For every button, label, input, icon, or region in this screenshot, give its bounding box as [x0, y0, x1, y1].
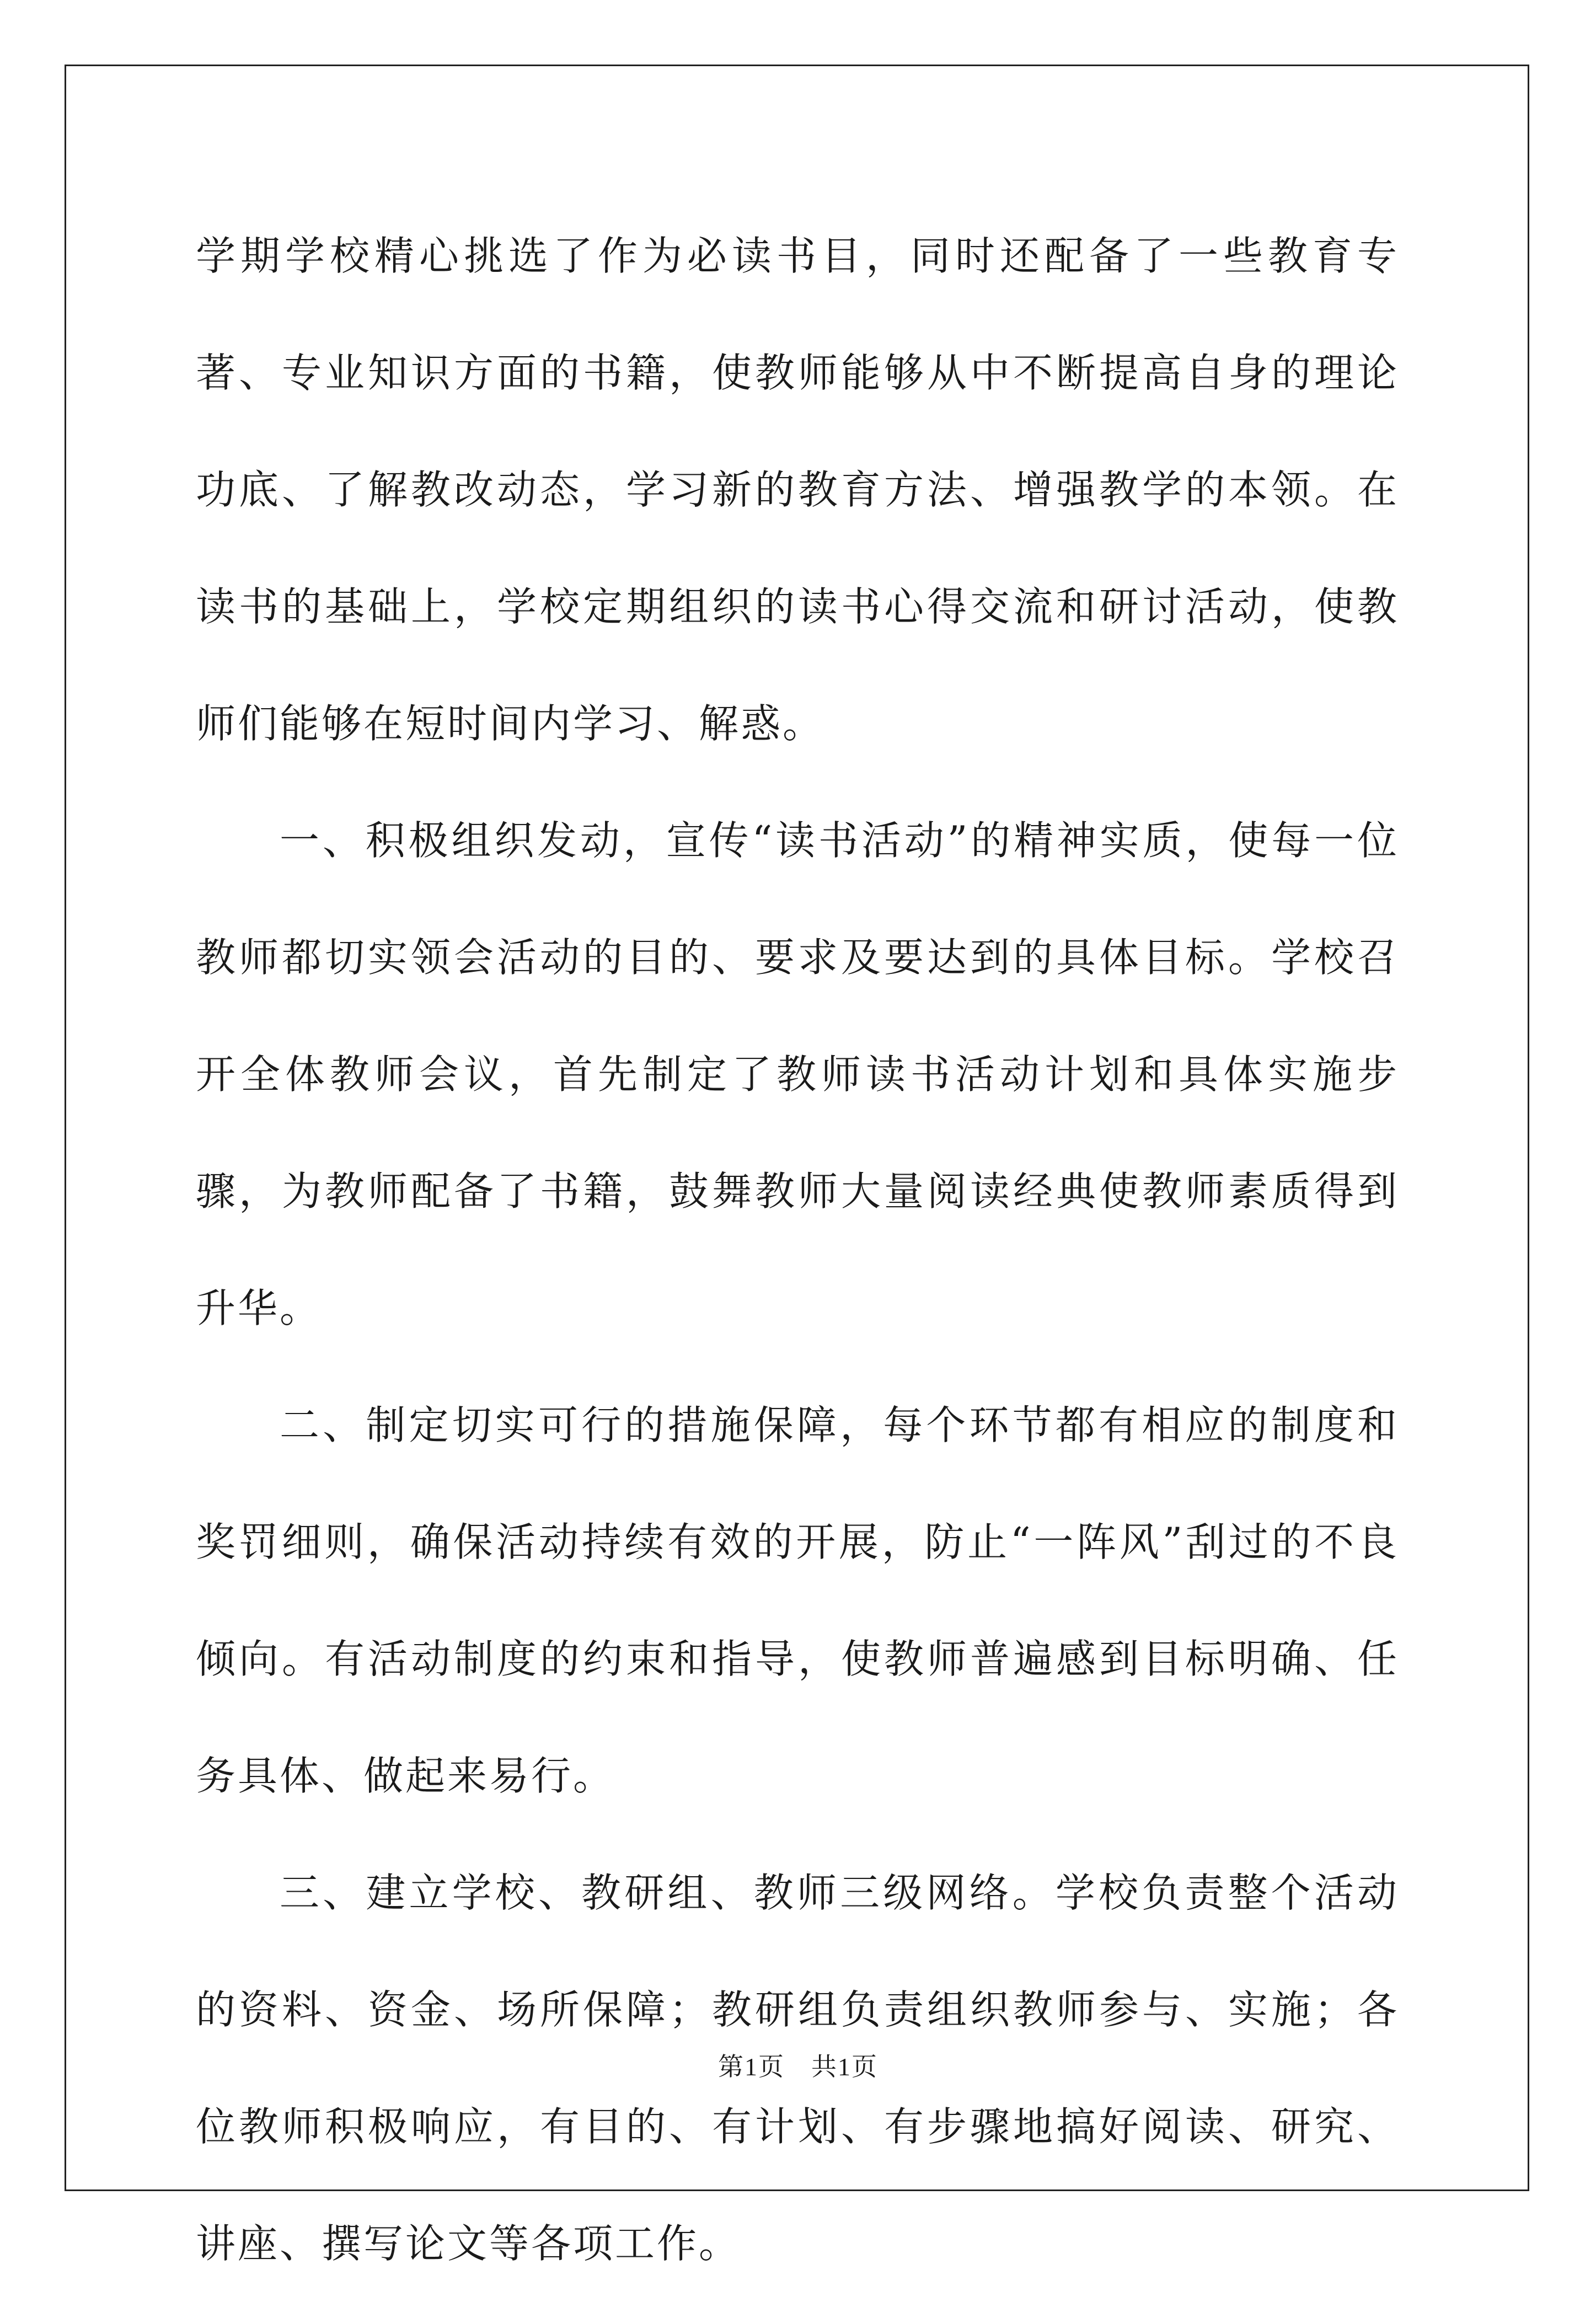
page-number-footer: 第1页 共1页 — [718, 2053, 878, 2081]
paragraph-intro: 学期学校精心挑选了作为必读书目，同时还配备了一些教育专著、专业知识方面的书籍，使教师能够从中不断提高自身的理论功底、了解教改动态，学习新的教育方法、增强教学的本领。在读书的基础上，学校定期组织的读书心得交流和研讨活动，使教师们能够在短时间内学习、解惑。 — [196, 233, 1399, 747]
paragraph-section-two: 二、制定切实可行的措施保障，每个环节都有相应的制度和奖罚细则，确保活动持续有效的开展，防止“一阵风”刮过的不良倾向。有活动制度的约束和指导，使教师普遍感到目标明确、任务具体、做起来易行。 — [196, 1402, 1399, 1799]
document-body — [196, 197, 1399, 2302]
paragraph-section-one: 一、积极组织发动，宣传“读书活动”的精神实质，使每一位教师都切实领会活动的目的、要求及要达到的具体目标。学校召开全体教师会议，首先制定了教师读书活动计划和具体实施步骤，为教师配备了书籍，鼓舞教师大量阅读经典使教师素质得到升华。 — [196, 817, 1399, 1331]
paragraph-section-three: 三、建立学校、教研组、教师三级网络。学校负责整个活动的资料、资金、场所保障；教研组负责组织教师参与、实施；各位教师积极响应，有目的、有计划、有步骤地搞好阅读、研究、讲座、撰写论文等各项工作。 — [196, 1870, 1399, 2267]
